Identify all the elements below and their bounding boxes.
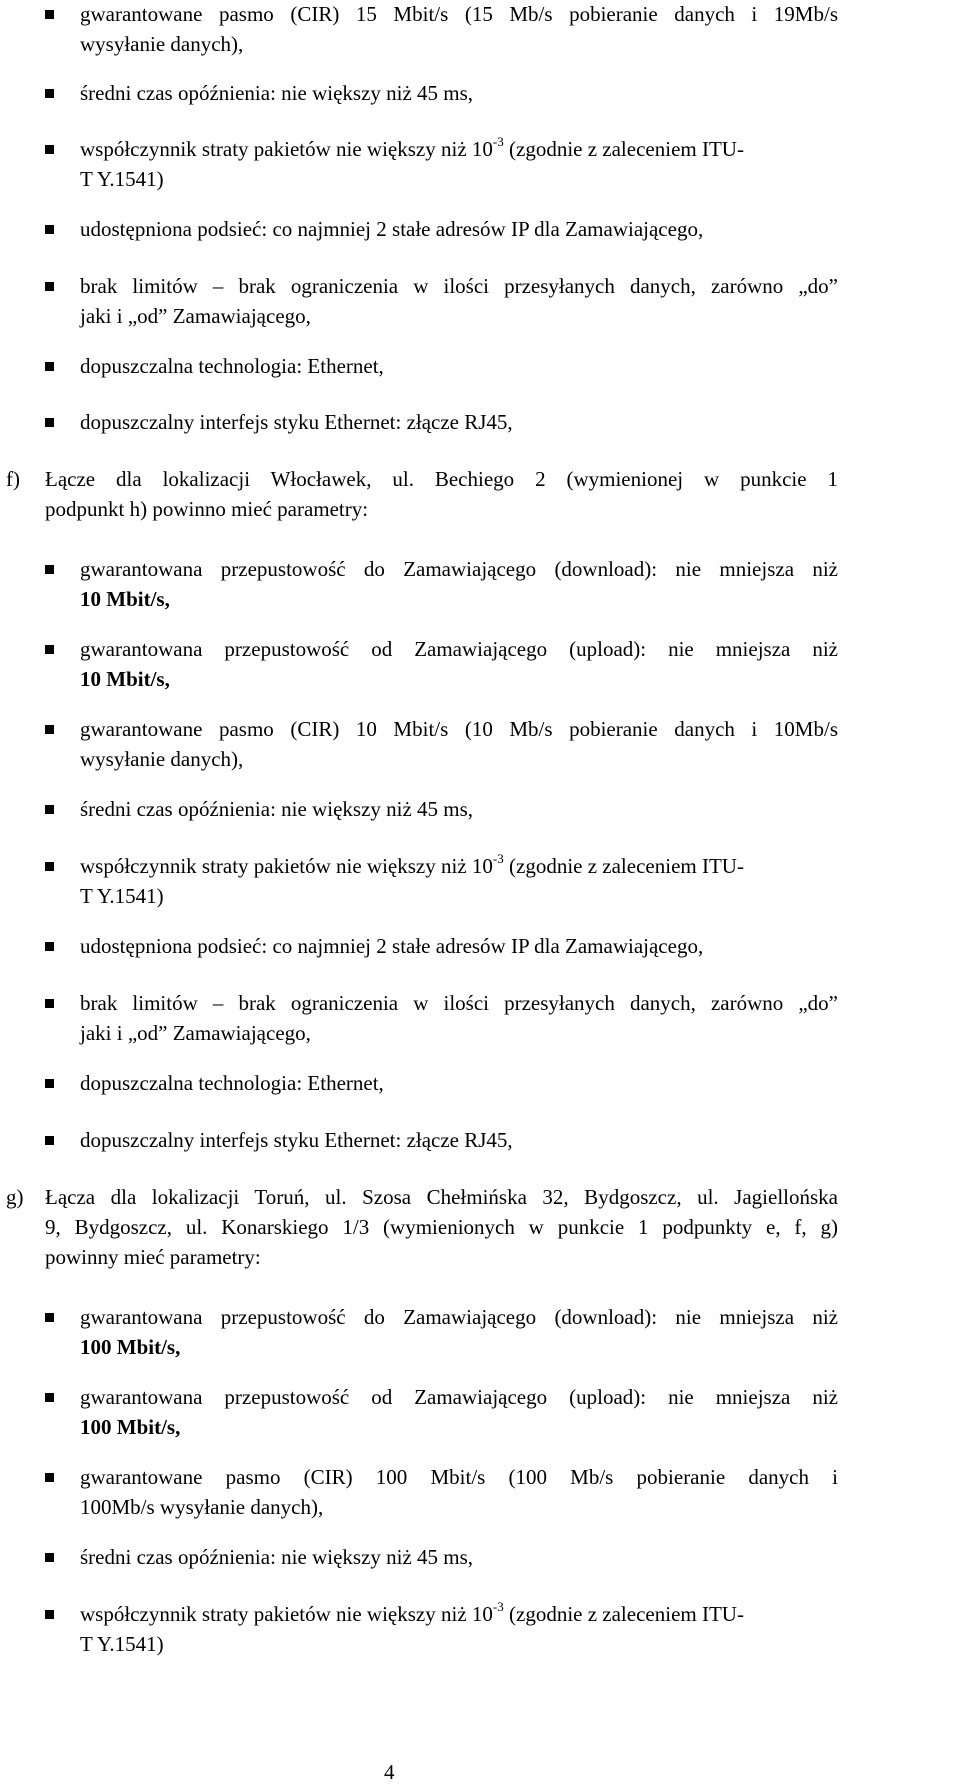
list-item-value: 100 Mbit/s, [80,1335,181,1359]
list-item-text: udostępniona podsieć: co najmniej 2 stałe adresów IP dla Zamawiającego, [80,217,704,241]
section-letter: g) [6,1185,24,1209]
list-item-value: 100 Mbit/s, [80,1415,181,1439]
bullet-icon [45,1136,54,1145]
list-item-text: gwarantowana przepustowość do Zamawiającego (download): nie mniejsza niż [80,557,838,581]
list-item-text: gwarantowana przepustowość do Zamawiającego (download): nie mniejsza niż [80,1305,838,1329]
bullet-icon [45,1610,54,1619]
list-item-text: jaki i „od” Zamawiającego, [80,304,311,328]
list-item-text: dopuszczalna technologia: Ethernet, [80,1071,384,1095]
list-item-text: współczynnik straty pakietów nie większy niż $10^{-3}$ (zgodnie z zaleceniem ITU- [80,851,744,878]
list-item-text: jaki i „od” Zamawiającego, [80,1021,311,1045]
list-item-text: średni czas opóźnienia: nie większy niż 45 ms, [80,1545,474,1569]
page-number: 4 [384,1760,395,1784]
list-item-text: wysyłanie danych), [80,32,244,56]
bullet-icon [45,565,54,574]
list-item-text: średni czas opóźnienia: nie większy niż 45 ms, [80,797,474,821]
section-heading: Łącze dla lokalizacji Włocławek, ul. Bechiego 2 (wymienionej w punkcie 1 [45,467,838,491]
bullet-icon [45,1553,54,1562]
list-item-value: 10 Mbit/s, [80,667,170,691]
list-item-text: T Y.1541) [80,167,164,191]
list-item-text: gwarantowana przepustowość od Zamawiającego (upload): nie mniejsza niż [80,637,838,661]
bullet-icon [45,862,54,871]
bullet-icon [45,362,54,371]
section-heading: powinny mieć parametry: [45,1245,261,1269]
bullet-icon [45,942,54,951]
list-item-text: dopuszczalny interfejs styku Ethernet: złącze RJ45, [80,1128,513,1152]
list-item-text: T Y.1541) [80,884,164,908]
list-item-text: współczynnik straty pakietów nie większy niż $10^{-3}$ (zgodnie z zaleceniem ITU- [80,134,744,161]
bullet-icon [45,805,54,814]
list-item-text: średni czas opóźnienia: nie większy niż 45 ms, [80,81,474,105]
section-heading: podpunkt h) powinno mieć parametry: [45,497,369,521]
list-item-text: gwarantowane pasmo (CIR) 100 Mbit/s (100 Mb/s pobieranie danych i [80,1465,838,1489]
list-item-text: gwarantowana przepustowość od Zamawiającego (upload): nie mniejsza niż [80,1385,838,1409]
list-item-text: gwarantowane pasmo (CIR) 10 Mbit/s (10 Mb/s pobieranie danych i 10Mb/s [80,717,838,741]
bullet-icon [45,1079,54,1088]
bullet-icon [45,999,54,1008]
bullet-icon [45,1393,54,1402]
list-item-text: dopuszczalna technologia: Ethernet, [80,354,384,378]
list-item-text: wysyłanie danych), [80,747,244,771]
list-item-text: współczynnik straty pakietów nie większy niż $10^{-3}$ (zgodnie z zaleceniem ITU- [80,1599,744,1626]
list-item-value: 10 Mbit/s, [80,587,170,611]
bullet-icon [45,418,54,427]
section-heading: Łącza dla lokalizacji Toruń, ul. Szosa Chełmińska 32, Bydgoszcz, ul. Jagiellońska [45,1185,838,1209]
bullet-icon [45,725,54,734]
list-item-text: dopuszczalny interfejs styku Ethernet: złącze RJ45, [80,410,513,434]
bullet-icon [45,282,54,291]
bullet-icon [45,10,54,19]
section-letter: f) [6,467,20,491]
bullet-icon [45,225,54,234]
list-item-text: T Y.1541) [80,1632,164,1656]
list-item-text: brak limitów – brak ograniczenia w ilości przesyłanych danych, zarówno „do” [80,991,838,1015]
bullet-icon [45,145,54,154]
bullet-icon [45,645,54,654]
section-heading: 9, Bydgoszcz, ul. Konarskiego 1/3 (wymienionych w punkcie 1 podpunkty e, f, g) [45,1215,838,1239]
list-item-text: 100Mb/s wysyłanie danych), [80,1495,324,1519]
bullet-icon [45,89,54,98]
bullet-icon [45,1313,54,1322]
list-item-text: udostępniona podsieć: co najmniej 2 stałe adresów IP dla Zamawiającego, [80,934,704,958]
list-item-text: brak limitów – brak ograniczenia w ilości przesyłanych danych, zarówno „do” [80,274,838,298]
list-item-text: gwarantowane pasmo (CIR) 15 Mbit/s (15 Mb/s pobieranie danych i 19Mb/s [80,2,838,26]
bullet-icon [45,1473,54,1482]
